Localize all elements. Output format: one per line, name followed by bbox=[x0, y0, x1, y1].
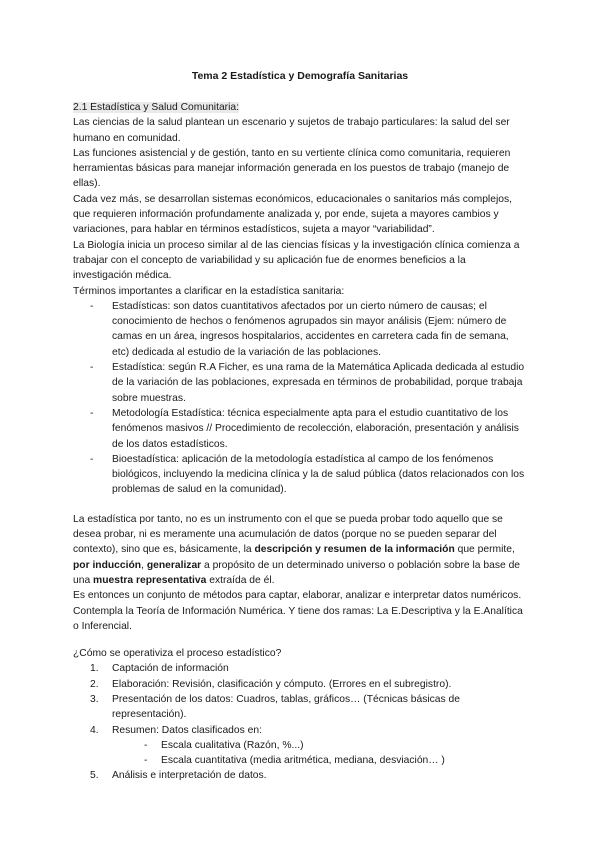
list-item bbox=[90, 360, 528, 406]
definition-paragraph bbox=[73, 512, 528, 588]
emphasis-text: por inducción bbox=[73, 559, 142, 571]
paragraph: Las funciones asistencial y de gestión, tanto en su vertiente clínica como comunitaria, requieren herramientas básicas para manejar información generada en los puestos de trabajo (manejo de ellas). bbox=[73, 147, 511, 190]
dash-bullet: - bbox=[90, 407, 94, 419]
paragraph: Las ciencias de la salud plantean un escenario y sujetos de trabajo particulares: la salud del ser humano en comunidad. bbox=[73, 117, 510, 144]
paragraph: Es entonces un conjunto de métodos para captar, elaborar, analizar e interpretar datos numéricos. Contempla la Teoría de Información Numérica. Y tiene dos ramas: La E.Descriptiva y la E.Analítica o Inferencial. bbox=[73, 590, 523, 632]
text-run: extraída de él. bbox=[206, 574, 275, 586]
dash-bullet: - bbox=[90, 453, 94, 465]
document-title: Tema 2 Estadística y Demografía Sanitarias bbox=[191, 70, 409, 82]
emphasis-text: generalizar bbox=[146, 559, 202, 571]
scale-text: Escala cuantitativa (media aritmética, mediana, desviación… ) bbox=[161, 755, 445, 767]
text-run: a propósito de un determinado universo o población sobre la base de una bbox=[73, 559, 521, 586]
scale-text: Escala cualitativa (Razón, %...) bbox=[161, 739, 304, 751]
dash-bullet: - bbox=[144, 755, 148, 767]
list-item bbox=[90, 299, 528, 360]
spacer bbox=[73, 498, 528, 512]
emphasis-text: descripción y resumen de la información bbox=[254, 544, 455, 556]
dash-bullet: - bbox=[90, 362, 94, 374]
section-heading-line bbox=[73, 100, 528, 115]
step-number: 1. bbox=[90, 663, 99, 675]
term-text: Estadísticas: son datos cuantitativos afectados por un cierto número de causas; el conocimiento de hechos o fenómenos agrupados sin mayor análisis (Ejem: número de camas en un área, ingresos hospitalarios, accidentes en carretera cada fin de semana, etc) dedicada al estudio de la variación de las poblaciones. bbox=[112, 300, 509, 358]
process-question: ¿Cómo se operativiza el proceso estadístico? bbox=[73, 648, 282, 660]
step-text: Elaboración: Revisión, clasificación y cómputo. (Errores en el subregistro). bbox=[112, 678, 452, 690]
paragraph: Términos importantes a clarificar en la estadística sanitaria: bbox=[73, 285, 345, 297]
step-number: 4. bbox=[90, 724, 99, 736]
dash-bullet: - bbox=[90, 300, 94, 312]
step-text: Análisis e interpretación de datos. bbox=[112, 770, 267, 782]
paragraph: La Biología inicia un proceso similar al de las ciencias físicas y la investigación clínica comienza a trabajar con el concepto de variabilidad y su aplicación fue de enormes beneficios a la investigación médica. bbox=[73, 239, 520, 282]
step-text: Captación de información bbox=[112, 663, 229, 675]
term-text: Bioestadística: aplicación de la metodología estadística al campo de los fenómenos biológicos, incluyendo la medicina clínica y la de salud pública (datos relacionados con los problemas de salud en la comunidad). bbox=[112, 453, 525, 496]
step-number: 3. bbox=[90, 693, 99, 705]
list-item bbox=[90, 406, 528, 452]
list-item bbox=[144, 738, 528, 753]
text-run: , bbox=[141, 559, 147, 571]
paragraph: Cada vez más, se desarrollan sistemas económicos, educacionales o sanitarios más complejos, que requieren información profundamente analizada y, por ende, sujeta a mayores cambios y variaciones, para hablar en términos estadísticos, sujeta a mayor “variabilidad”. bbox=[73, 193, 512, 236]
document-body bbox=[73, 100, 528, 784]
scales-list bbox=[112, 738, 528, 769]
text-run: que permite, bbox=[454, 544, 515, 556]
steps-list bbox=[73, 661, 528, 783]
spacer bbox=[73, 634, 528, 646]
list-item bbox=[90, 723, 528, 769]
step-text: Resumen: Datos clasificados en: bbox=[112, 724, 262, 736]
list-item bbox=[90, 661, 528, 676]
section-heading: 2.1 Estadística y Salud Comunitaria: bbox=[73, 102, 239, 113]
term-text: Estadística: según R.A Ficher, es una rama de la Matemática Aplicada dedicada al estudio de la variación de las poblaciones, expresada en términos de probabilidad, porque trabaja sobre muestras. bbox=[112, 362, 525, 404]
step-number: 2. bbox=[90, 678, 99, 690]
terms-list bbox=[73, 299, 528, 498]
list-item bbox=[90, 768, 528, 783]
list-item bbox=[90, 692, 528, 723]
step-text: Presentación de los datos: Cuadros, tablas, gráficos… (Técnicas básicas de representación). bbox=[112, 693, 460, 721]
list-item bbox=[90, 452, 528, 498]
list-item bbox=[90, 677, 528, 692]
dash-bullet: - bbox=[144, 739, 148, 751]
term-text: Metodología Estadística: técnica especialmente apta para el estudio cuantitativo de los fenómenos masivos // Procedimiento de recolección, elaboración, presentación y análisis de los datos estadísticos. bbox=[112, 407, 519, 450]
step-number: 5. bbox=[90, 770, 99, 782]
emphasis-text: muestra representativa bbox=[93, 574, 207, 586]
list-item bbox=[144, 753, 528, 768]
text-run: La estadística por tanto, no es un instrumento con el que se pueda probar todo aquello que se desea probar, ni es meramente una acumulación de datos (porque no se pueden separar del contexto), sino que es, básicamente, la bbox=[73, 513, 503, 556]
